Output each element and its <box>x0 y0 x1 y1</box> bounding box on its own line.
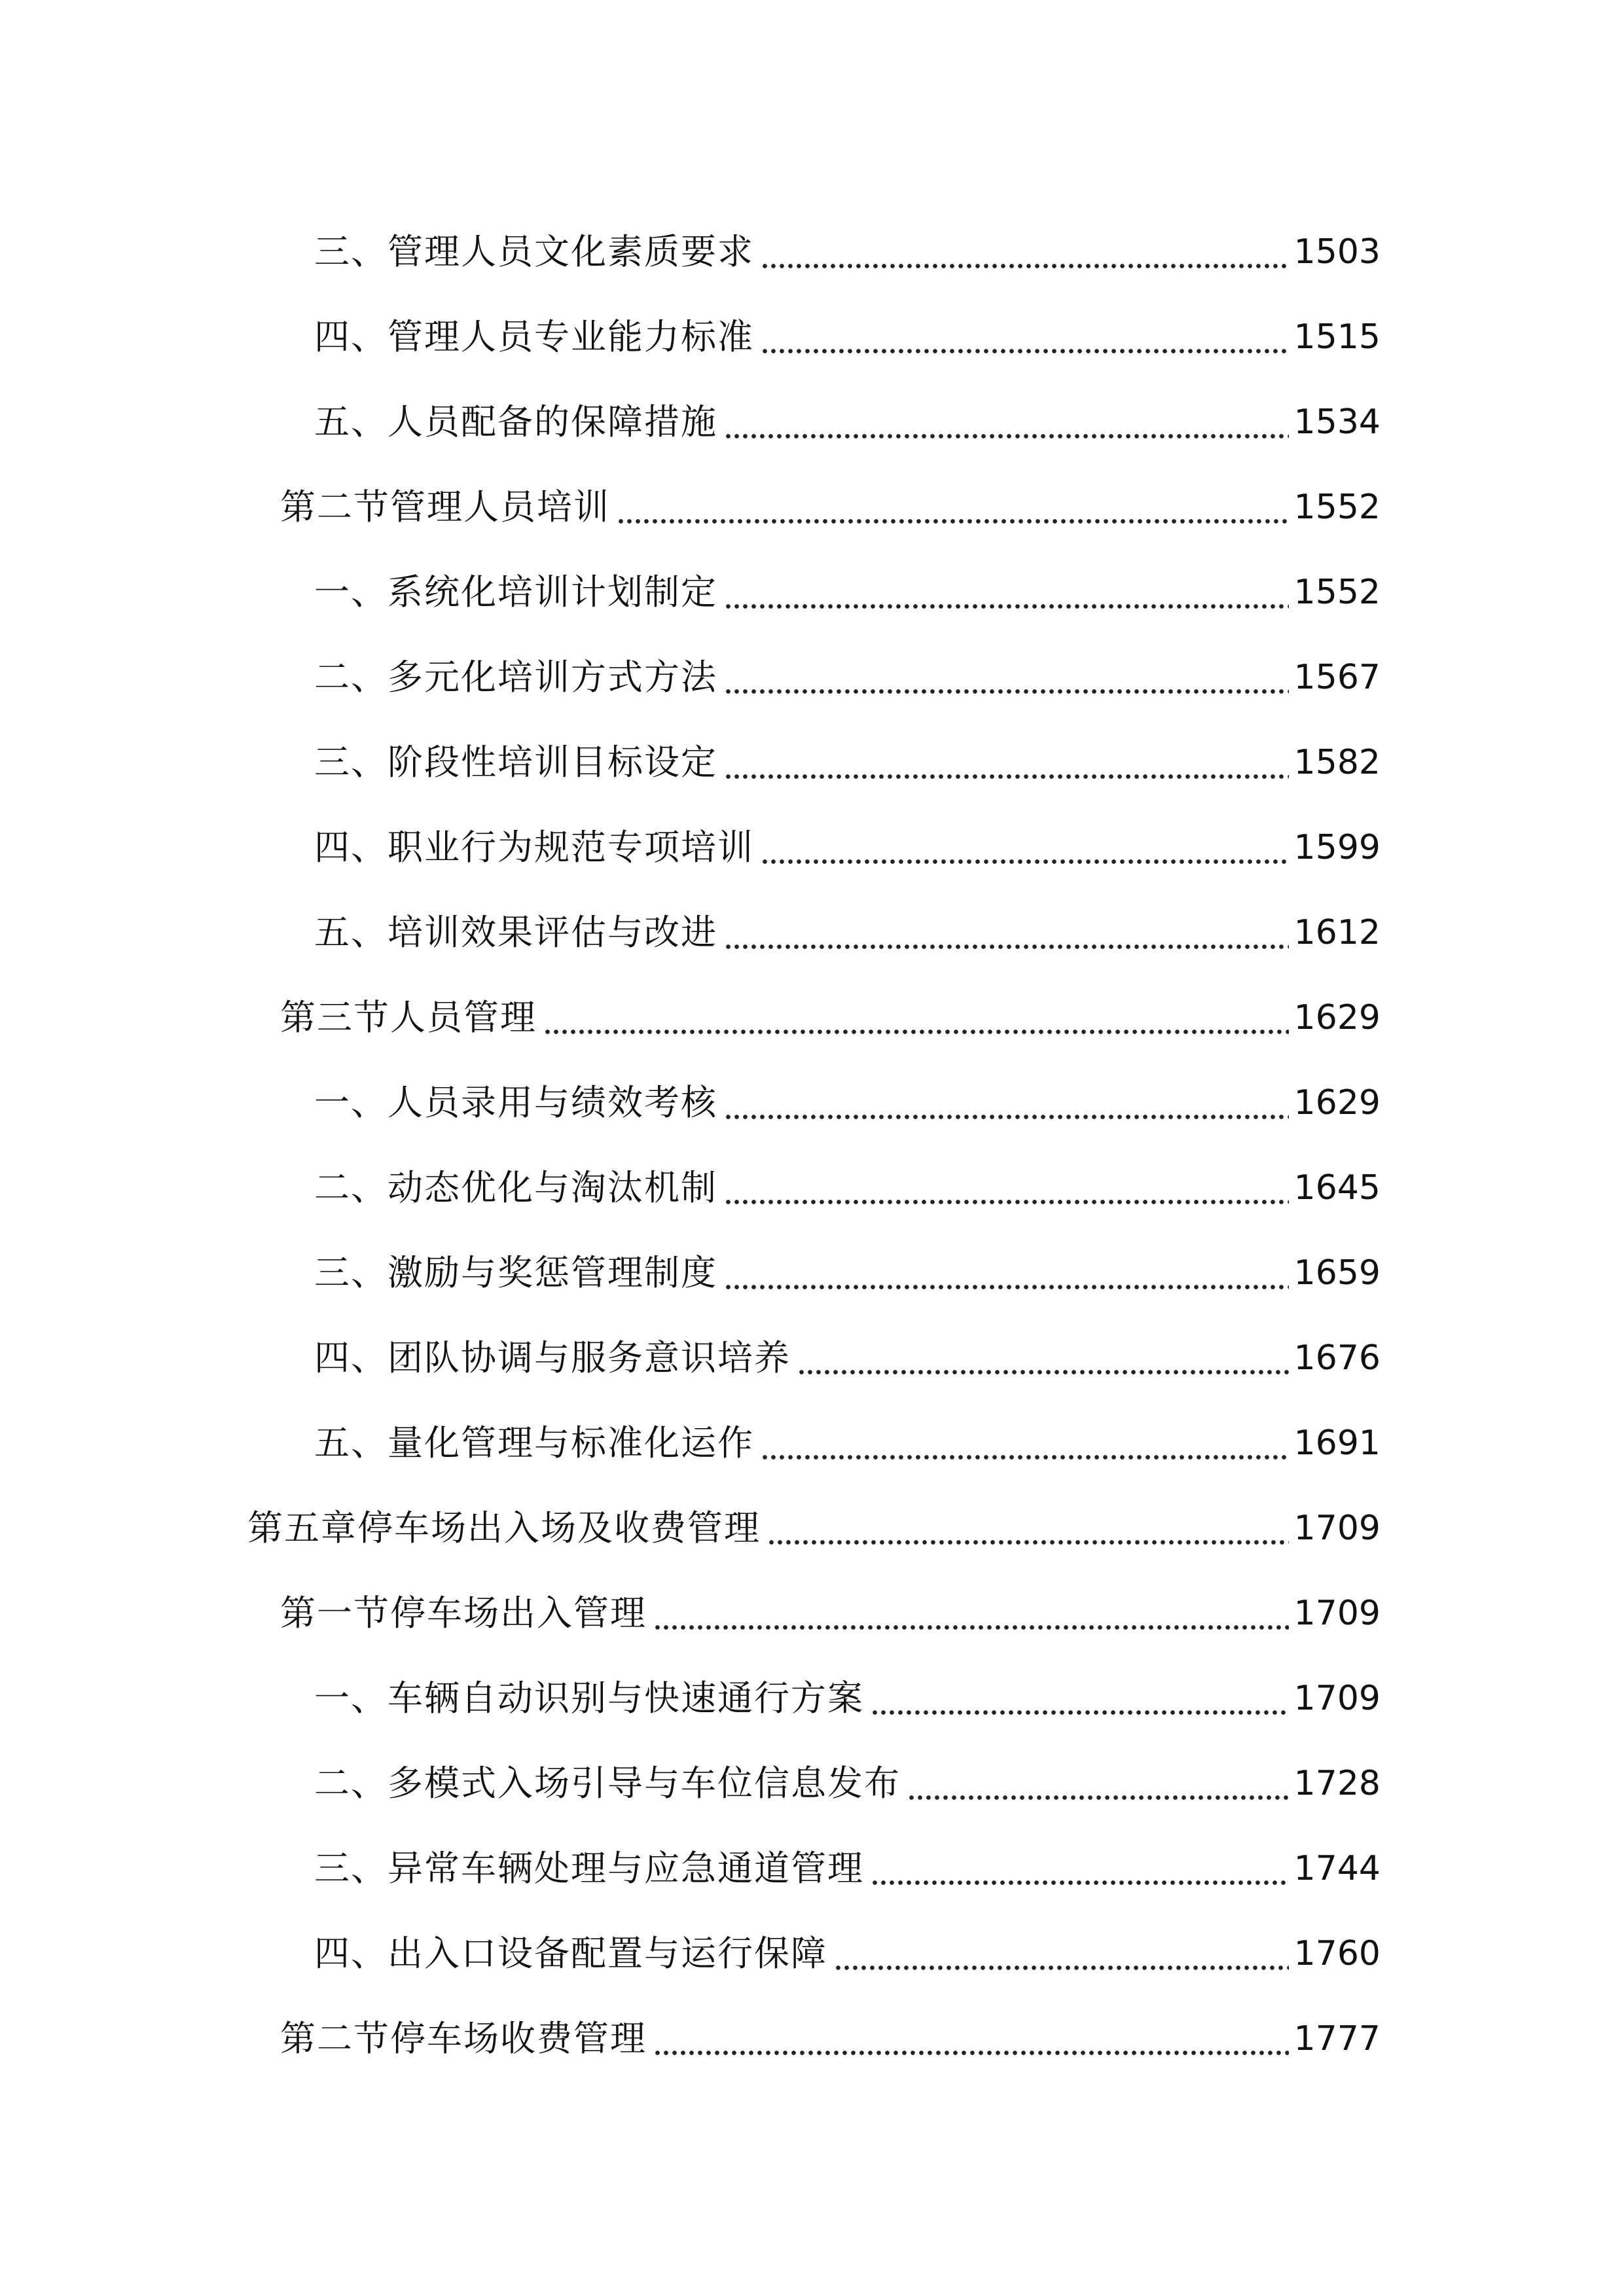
toc-entry-title: 四、团队协调与服务意识培养 <box>314 1337 791 1378</box>
toc-entry[interactable] <box>0 209 1624 295</box>
toc-chapter-entry[interactable] <box>0 1486 1624 1571</box>
toc-entry[interactable] <box>0 1401 1624 1486</box>
toc-section-entry[interactable] <box>0 1571 1624 1656</box>
toc-dot-leader <box>617 490 1289 525</box>
toc-entry[interactable] <box>0 295 1624 380</box>
toc-section-entry[interactable] <box>0 1996 1624 2081</box>
toc-entry[interactable] <box>0 1656 1624 1741</box>
toc-entry[interactable] <box>0 635 1624 720</box>
toc-entry-title: 四、出入口设备配置与运行保障 <box>314 1933 827 1974</box>
toc-dot-leader <box>871 1681 1289 1716</box>
toc-entry[interactable] <box>0 1060 1624 1145</box>
toc-entry[interactable] <box>0 720 1624 805</box>
toc-entry-page: 1777 <box>1293 2019 1380 2058</box>
toc-dot-leader <box>543 1000 1289 1035</box>
toc-entry-page: 1534 <box>1293 403 1380 442</box>
toc-dot-leader <box>797 1340 1289 1376</box>
toc-dot-leader <box>724 575 1289 610</box>
toc-entry-page: 1709 <box>1293 1679 1380 1718</box>
toc-dot-leader <box>653 2021 1289 2056</box>
toc-entry-title: 一、系统化培训计划制定 <box>314 571 717 613</box>
toc-entry-title: 二、动态优化与淘汰机制 <box>314 1167 717 1208</box>
toc-entry-page: 1552 <box>1293 573 1380 612</box>
toc-entry-page: 1760 <box>1293 1934 1380 1973</box>
toc-entry-page: 1728 <box>1293 1764 1380 1803</box>
toc-entry[interactable] <box>0 550 1624 635</box>
toc-entry-page: 1676 <box>1293 1338 1380 1378</box>
toc-entry-page: 1599 <box>1293 828 1380 867</box>
toc-entry-title: 四、管理人员专业能力标准 <box>314 316 754 357</box>
toc-dot-leader <box>871 1851 1289 1886</box>
toc-entry-page: 1515 <box>1293 317 1380 357</box>
toc-entry-page: 1629 <box>1293 998 1380 1037</box>
toc-entry-title: 一、人员录用与绩效考核 <box>314 1082 717 1123</box>
toc-dot-leader <box>761 830 1289 865</box>
toc-dot-leader <box>653 1596 1289 1631</box>
toc-entry-page: 1567 <box>1293 658 1380 697</box>
toc-entry-page: 1744 <box>1293 1849 1380 1888</box>
toc-entry[interactable] <box>0 1230 1624 1316</box>
toc-entry[interactable] <box>0 890 1624 975</box>
toc-entry-title: 四、职业行为规范专项培训 <box>314 827 754 868</box>
toc-dot-leader <box>761 234 1289 270</box>
toc-section-entry[interactable] <box>0 975 1624 1060</box>
toc-entry[interactable] <box>0 1911 1624 1996</box>
toc-entry-page: 1503 <box>1293 232 1380 272</box>
toc-entry[interactable] <box>0 1741 1624 1826</box>
toc-dot-leader <box>761 319 1289 355</box>
toc-entry[interactable] <box>0 805 1624 890</box>
toc-dot-leader <box>724 1255 1289 1291</box>
toc-entry-title: 三、激励与奖惩管理制度 <box>314 1252 717 1293</box>
toc-entry-title: 三、异常车辆处理与应急通道管理 <box>314 1848 864 1889</box>
toc-entry-page: 1659 <box>1293 1253 1380 1293</box>
toc-section-entry[interactable] <box>0 465 1624 550</box>
toc-entry[interactable] <box>0 1145 1624 1230</box>
toc-entry-page: 1612 <box>1293 913 1380 952</box>
toc-entry-title: 第一节停车场出入管理 <box>280 1592 647 1634</box>
toc-dot-leader <box>724 1085 1289 1121</box>
toc-entry-page: 1691 <box>1293 1424 1380 1463</box>
toc-entry-title: 第五章停车场出入场及收费管理 <box>247 1507 761 1549</box>
toc-dot-leader <box>724 660 1289 695</box>
toc-entry-page: 1552 <box>1293 488 1380 527</box>
toc-entry[interactable] <box>0 1316 1624 1401</box>
toc-entry-title: 二、多元化培训方式方法 <box>314 656 717 698</box>
toc-dot-leader <box>767 1511 1289 1546</box>
toc-dot-leader <box>834 1936 1289 1971</box>
toc-entry-page: 1645 <box>1293 1168 1380 1208</box>
toc-entry-page: 1629 <box>1293 1083 1380 1122</box>
toc-entry-title: 五、人员配备的保障措施 <box>314 401 717 442</box>
toc-entry[interactable] <box>0 1826 1624 1911</box>
toc-entry[interactable] <box>0 380 1624 465</box>
toc-dot-leader <box>724 915 1289 950</box>
toc-entry-title: 第二节停车场收费管理 <box>280 2018 647 2059</box>
toc-entry-title: 二、多模式入场引导与车位信息发布 <box>314 1763 901 1804</box>
toc-dot-leader <box>724 404 1289 440</box>
toc-entry-title: 五、培训效果评估与改进 <box>314 912 717 953</box>
toc-entry-title: 第二节管理人员培训 <box>280 486 610 528</box>
toc-dot-leader <box>724 1170 1289 1206</box>
toc-entry-title: 一、车辆自动识别与快速通行方案 <box>314 1677 864 1719</box>
toc-entry-page: 1709 <box>1293 1509 1380 1548</box>
toc-entry-page: 1582 <box>1293 743 1380 782</box>
toc-dot-leader <box>761 1426 1289 1461</box>
table-of-contents <box>0 209 1624 2081</box>
toc-entry-title: 第三节人员管理 <box>280 997 537 1038</box>
toc-dot-leader <box>724 745 1289 780</box>
toc-entry-title: 三、管理人员文化素质要求 <box>314 231 754 272</box>
toc-entry-title: 三、阶段性培训目标设定 <box>314 742 717 783</box>
toc-entry-title: 五、量化管理与标准化运作 <box>314 1422 754 1463</box>
toc-entry-page: 1709 <box>1293 1594 1380 1633</box>
toc-dot-leader <box>907 1766 1289 1801</box>
